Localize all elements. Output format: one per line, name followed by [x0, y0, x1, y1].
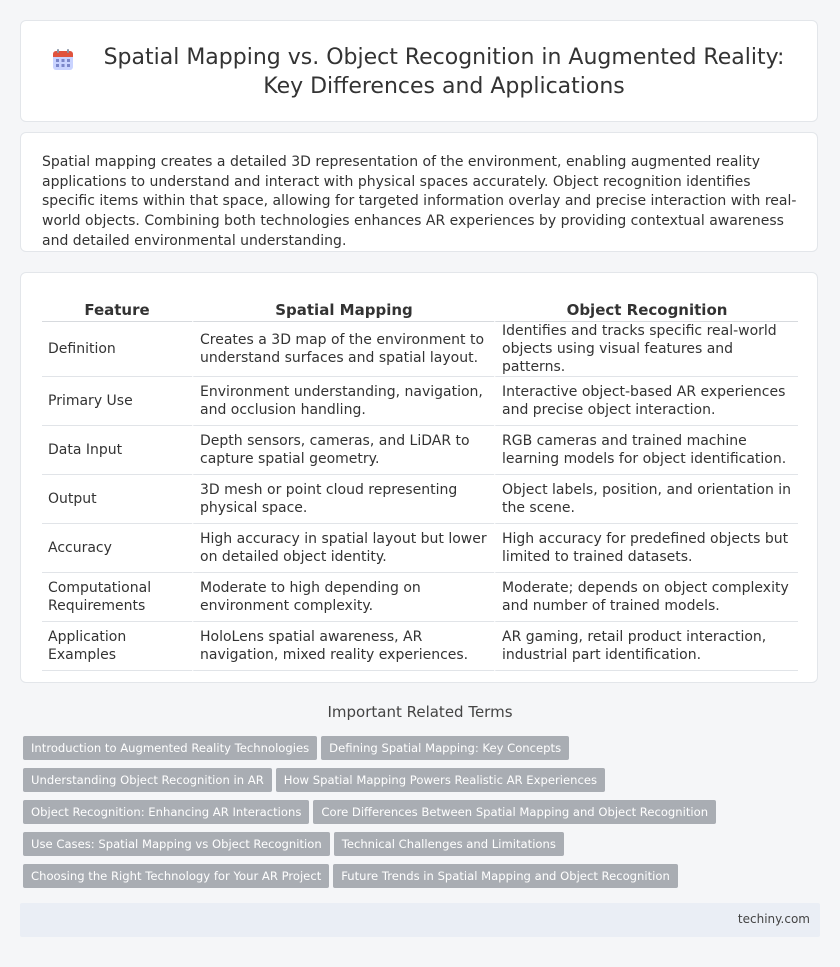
cell-spatial-mapping: 3D mesh or point cloud representing physical space.: [192, 475, 494, 524]
column-header-object-recognition: Object Recognition: [494, 293, 798, 322]
comparison-card: [20, 272, 818, 683]
page-title: Spatial Mapping vs. Object Recognition in Augmented Reality: Key Differences and Applications: [103, 45, 785, 99]
cell-feature: Primary Use: [42, 377, 192, 426]
table-row: [42, 622, 798, 671]
cell-spatial-mapping: Depth sensors, cameras, and LiDAR to capture spatial geometry.: [192, 426, 494, 475]
cell-spatial-mapping: Moderate to high depending on environment complexity.: [192, 573, 494, 622]
related-term-tag[interactable]: How Spatial Mapping Powers Realistic AR Experiences: [276, 768, 605, 792]
cell-object-recognition: Moderate; depends on object complexity and number of trained models.: [494, 573, 798, 622]
cell-object-recognition: Identifies and tracks specific real-world objects using visual features and patterns.: [494, 322, 798, 377]
cell-spatial-mapping: Environment understanding, navigation, and occlusion handling.: [192, 377, 494, 426]
intro-card: [20, 132, 818, 252]
table-row: [42, 426, 798, 475]
table-row: [42, 475, 798, 524]
comparison-table: [42, 293, 798, 671]
table-row: [42, 377, 798, 426]
cell-feature: Application Examples: [42, 622, 192, 671]
related-term-tag[interactable]: Introduction to Augmented Reality Technologies: [23, 736, 317, 760]
related-term-tag[interactable]: Choosing the Right Technology for Your AR Project: [23, 864, 329, 888]
column-header-feature: Feature: [42, 293, 192, 322]
cell-object-recognition: RGB cameras and trained machine learning models for object identification.: [494, 426, 798, 475]
cell-spatial-mapping: High accuracy in spatial layout but lower on detailed object identity.: [192, 524, 494, 573]
intro-text: Spatial mapping creates a detailed 3D representation of the environment, enabling augmented reality applications to understand and interact with physical spaces accurately. Object recognition identifies specific items within that space, allowing for targeted information overlay and precise interaction with real-world objects. Combining both technologies enhances AR experiences by providing contextual awareness and detailed environmental understanding.: [42, 154, 797, 249]
related-terms-title: Important Related Terms: [327, 703, 513, 721]
cell-feature: Data Input: [42, 426, 192, 475]
column-header-spatial-mapping: Spatial Mapping: [192, 293, 494, 322]
related-term-tag[interactable]: Understanding Object Recognition in AR: [23, 768, 272, 792]
cell-feature: Output: [42, 475, 192, 524]
related-term-tag[interactable]: Technical Challenges and Limitations: [334, 832, 564, 856]
cell-feature: Accuracy: [42, 524, 192, 573]
cell-object-recognition: Interactive object-based AR experiences and precise object interaction.: [494, 377, 798, 426]
footer: [20, 903, 820, 937]
related-term-tag[interactable]: Use Cases: Spatial Mapping vs Object Recognition: [23, 832, 330, 856]
cell-object-recognition: AR gaming, retail product interaction, industrial part identification.: [494, 622, 798, 671]
table-row: [42, 573, 798, 622]
cell-object-recognition: Object labels, position, and orientation in the scene.: [494, 475, 798, 524]
calendar-icon: [51, 48, 75, 72]
table-row: [42, 322, 798, 377]
cell-feature: Definition: [42, 322, 192, 377]
table-header-row: [42, 293, 798, 322]
cell-object-recognition: High accuracy for predefined objects but limited to trained datasets.: [494, 524, 798, 573]
table-row: [42, 524, 798, 573]
cell-spatial-mapping: Creates a 3D map of the environment to understand surfaces and spatial layout.: [192, 322, 494, 377]
header-card: [20, 20, 818, 122]
related-term-tag[interactable]: Core Differences Between Spatial Mapping and Object Recognition: [313, 800, 716, 824]
footer-site[interactable]: techiny.com: [737, 912, 810, 926]
cell-feature: Computational Requirements: [42, 573, 192, 622]
cell-spatial-mapping: HoloLens spatial awareness, AR navigation, mixed reality experiences.: [192, 622, 494, 671]
related-term-tag[interactable]: Defining Spatial Mapping: Key Concepts: [321, 736, 569, 760]
related-term-tag[interactable]: Object Recognition: Enhancing AR Interactions: [23, 800, 309, 824]
related-term-tag[interactable]: Future Trends in Spatial Mapping and Object Recognition: [333, 864, 678, 888]
related-terms-list: [23, 736, 803, 896]
